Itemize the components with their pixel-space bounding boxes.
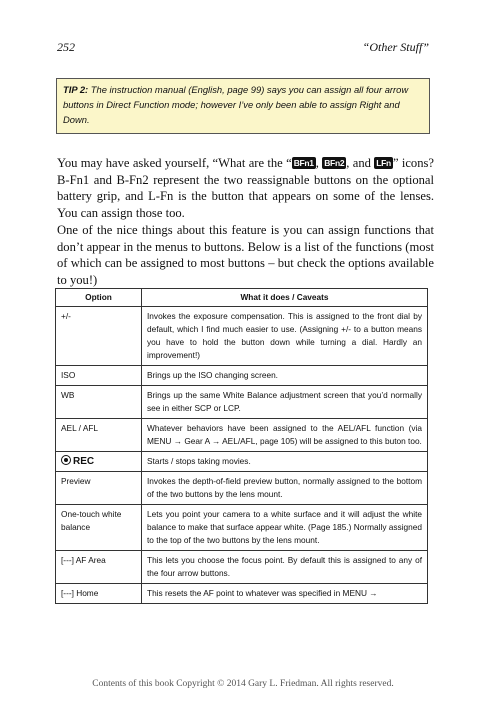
paragraph-text: You may have asked yourself, “What are the “ [57, 156, 292, 170]
option-cell: [---] Home [56, 584, 142, 604]
table-row [56, 419, 428, 452]
option-cell: ISO [56, 366, 142, 386]
bfn2-icon: BFn2 [324, 158, 345, 168]
page-number: 252 [57, 40, 75, 54]
table-header-row [56, 289, 428, 307]
movie-rec-icon [61, 456, 94, 467]
description-cell: Brings up the ISO changing screen. [142, 366, 428, 386]
running-title: “Other Stuff” [362, 40, 429, 54]
table-row [56, 472, 428, 505]
tip-label: TIP 2: [63, 84, 89, 95]
description-cell: This resets the AF point to whatever was specified in MENU → [142, 584, 428, 604]
table-row [56, 551, 428, 584]
option-cell [56, 452, 142, 472]
column-header-description: What it does / Caveats [142, 289, 428, 307]
option-cell: WB [56, 386, 142, 419]
paragraph-functions: One of the nice things about this feature is you can assign functions that don’t appear in the menus to buttons. Below is a list of the functions (most of which can be assigned to most buttons – but check the options available to you!) [57, 223, 434, 287]
description-cell: This lets you choose the focus point. By default this is assigned to any of the four arrow buttons. [142, 551, 428, 584]
description-cell: Whatever behaviors have been assigned to the AEL/AFL function (via MENU → Gear A → AEL/AFL, page 105) will be assigned to this buton too. [142, 419, 428, 452]
description-cell: Invokes the exposure compensation. This is assigned to the front dial by default, which I find much easier to use. (Assigning +/- to a button means you have to hold the button down while turning a dial. Hardly an improvement!) [142, 307, 428, 366]
paragraph-icons [57, 155, 434, 221]
option-cell: [---] AF Area [56, 551, 142, 584]
option-cell: One-touch white balance [56, 505, 142, 551]
option-cell: +/- [56, 307, 142, 366]
description-cell: Lets you point your camera to a white surface and it will adjust the white balance to make that surface appear white. (Page 185.) Normally assigned to the top of the two buttons by the lens mount. [142, 505, 428, 551]
option-cell: AEL / AFL [56, 419, 142, 452]
tip-box [56, 78, 430, 134]
table-row [56, 505, 428, 551]
table-row [56, 584, 428, 604]
description-cell: Invokes the depth-of-field preview button, normally assigned to the bottom of the two buttons by the lens mount. [142, 472, 428, 505]
lfn-icon: LFn [376, 158, 391, 168]
separator: , and [346, 156, 375, 170]
record-dot-icon [61, 455, 71, 465]
column-header-option: Option [56, 289, 142, 307]
description-cell: Brings up the same White Balance adjustment screen that you’d normally see in either SCP or LCP. [142, 386, 428, 419]
separator: , [315, 156, 323, 170]
table-row [56, 366, 428, 386]
description-cell: Starts / stops taking movies. [142, 452, 428, 472]
rec-label: REC [73, 456, 95, 467]
table-row [56, 452, 428, 472]
tip-text: The instruction manual (English, page 99) says you can assign all four arrow buttons in Direct Function mode; however I’ve only been able to assign Right and Down. [63, 84, 409, 125]
paragraph-text: ” icons? B-Fn1 and B-Fn2 represent the two reassignable buttons on the optional battery grip, and L-Fn is the button that appears on some of the lenses. You can assign those too. [57, 156, 435, 220]
page-header [57, 40, 429, 58]
bfn1-icon: BFn1 [293, 158, 314, 168]
copyright-footer: Contents of this book Copyright © 2014 Gary L. Friedman. All rights reserved. [92, 679, 394, 689]
table-row [56, 386, 428, 419]
option-cell: Preview [56, 472, 142, 505]
table-row [56, 307, 428, 366]
functions-table [55, 288, 428, 604]
